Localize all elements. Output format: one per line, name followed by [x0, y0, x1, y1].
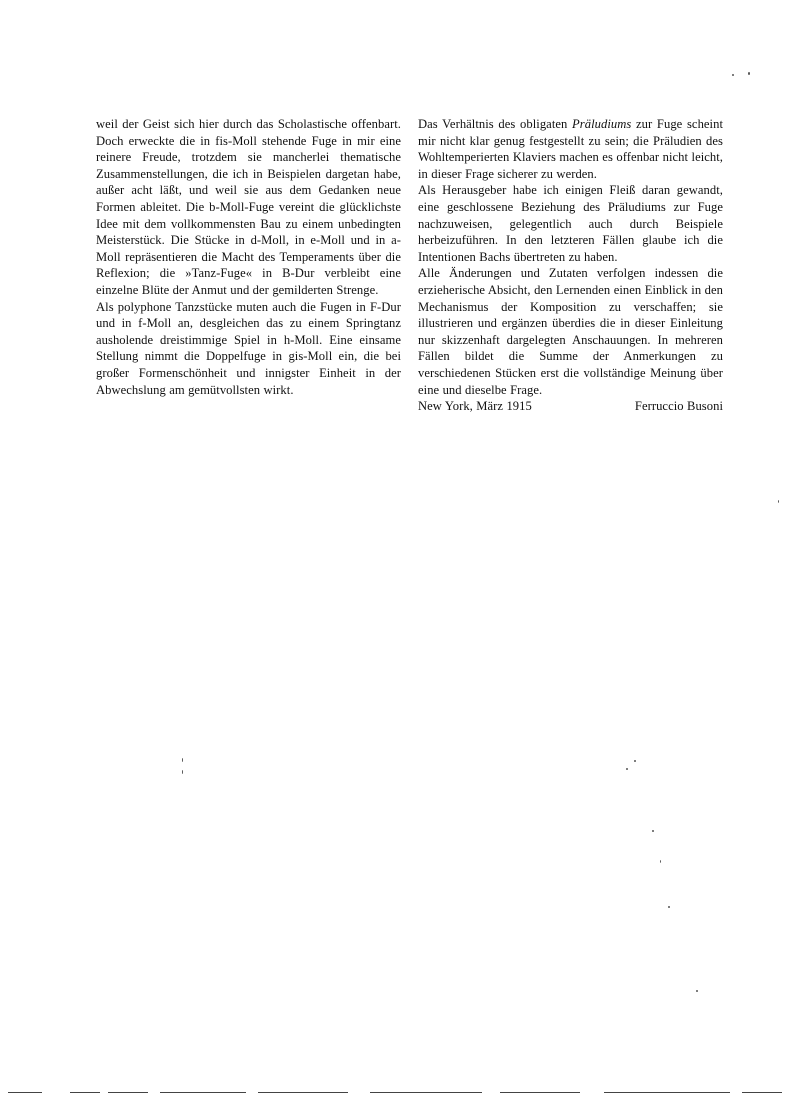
signature-line	[418, 398, 723, 415]
scan-speck	[626, 768, 628, 770]
left-column	[96, 116, 401, 398]
right-paragraph-3: Alle Änderungen und Zutaten verfolgen indessen die erzieherische Absicht, den Lernenden einen Einblick in den Mechanismus der Komposition zu verschaffen; sie illustrieren und ergänzen überdies die in dieser Einleitung nur skizzenhaft dargelegten Anschauungen. In mehreren Fällen bildet die Summe der Anmerkungen zu verschiedenen Stücken erst die vollständige Meinung über eine und dieselbe Frage.	[418, 266, 723, 397]
scan-speck	[778, 500, 779, 503]
right-paragraph-1-end: zur Fuge scheint mir nicht klar genug festgestellt zu sein; die Präludien des Wohltemperierten Klaviers machen es offenbar nicht leicht, in dieser Frage sicherer zu werden.	[418, 117, 724, 181]
right-paragraph-1	[418, 116, 723, 182]
scan-speck	[732, 74, 734, 76]
left-paragraph-1: weil der Geist sich hier durch das Scholastische offenbart. Doch erweckte die in fis-Moll stehende Fuge in mir eine reinere Freude, trotzdem sie mancherlei thematische Zusammenstellungen, die ich in Beispielen dargetan habe, außer acht läßt, und weil sie aus dem Gedanken neue Formen ableitet. Die b-Moll-Fuge vereint die glücklichste Idee mit dem vollkommensten Bau zu einem unbedingten Meisterstück. Die Stücke in d-Moll, in e-Moll und in a-Moll repräsentieren die Macht des Temperaments über die Reflexion; die »Tanz-Fuge« in B-Dur verbleibt eine einzelne Blüte der Anmut und der gemilderten Strenge.	[96, 117, 401, 297]
footer-rule-segment	[500, 1092, 580, 1093]
footer-rule-segment	[8, 1092, 42, 1093]
footer-rule-segment	[370, 1092, 482, 1093]
scan-speck	[182, 770, 183, 774]
footer-rule-segment	[742, 1092, 782, 1093]
scan-speck	[652, 830, 654, 832]
italic-term-praeludiums: Präludiums	[572, 117, 632, 131]
scan-speck	[634, 760, 636, 762]
footer-rule-segment	[258, 1092, 348, 1093]
right-paragraph-2: Als Herausgeber habe ich einigen Fleiß daran gewandt, eine geschlossene Beziehung des Präludiums zur Fuge nachzuweisen, gelegentlich auch durch Beispiele herbeizuführen. In den letzteren Fällen glaube ich die Intentionen Bachs übertreten zu haben.	[418, 183, 723, 264]
scan-speck	[668, 906, 670, 908]
footer-rule-segment	[160, 1092, 246, 1093]
left-paragraph-2: Als polyphone Tanzstücke muten auch die Fugen in F-Dur und in f-Moll an, desgleichen das zu einem Springtanz ausholende dreistimmige Spiel in h-Moll. Eine einsame Stellung nimmt die Doppelfuge in gis-Moll ein, die bei großer Formenschönheit und innigster Einheit in der Abwechslung am gemütvollsten wirkt.	[96, 299, 401, 397]
scan-speck	[696, 990, 698, 992]
scan-speck	[660, 860, 661, 863]
place-date: New York, März 1915	[418, 399, 532, 414]
footer-rule-segment	[604, 1092, 730, 1093]
footer-rule	[0, 1092, 800, 1096]
scan-speck	[182, 758, 183, 762]
right-column	[418, 116, 723, 415]
footer-rule-segment	[70, 1092, 100, 1093]
right-paragraph-1-start: Das Verhältnis des obligaten	[418, 117, 573, 131]
scan-speck	[748, 72, 750, 75]
footer-rule-segment	[108, 1092, 148, 1093]
author-name: Ferruccio Busoni	[634, 399, 723, 414]
